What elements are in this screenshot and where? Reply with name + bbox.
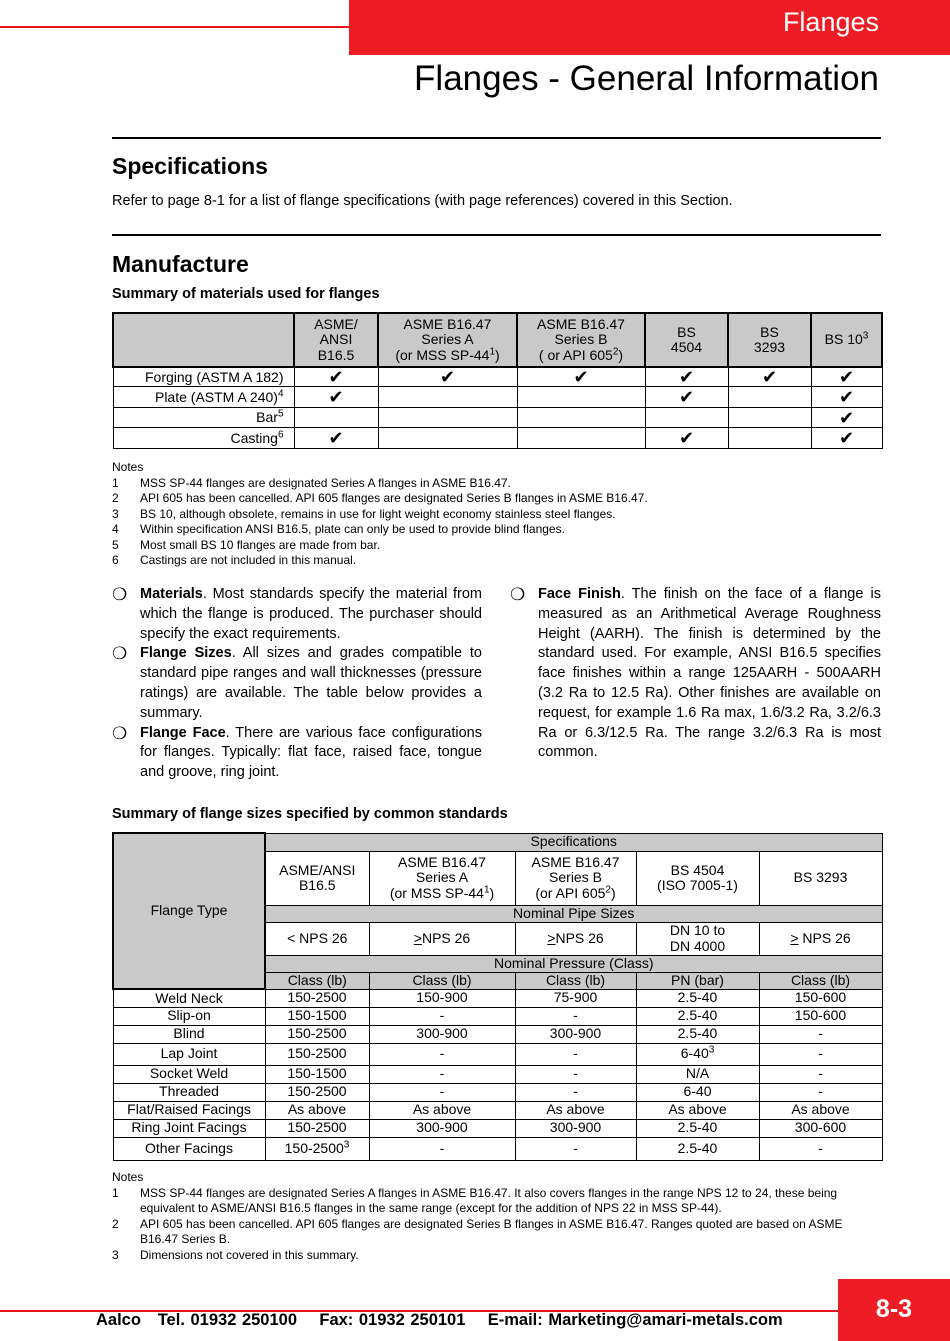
check-icon: ✔: [678, 367, 695, 387]
header-rule: [0, 26, 350, 28]
specifications-heading: Specifications: [112, 153, 268, 179]
table-row: Ring Joint Facings 150-2500 300-900 300-900 2.5-40 300-600: [113, 1119, 882, 1137]
spec-col-bs3293: BS 3293: [759, 851, 882, 905]
materials-row-bar: Bar$^5$ ✔: [113, 408, 882, 428]
materials-row-forging: Forging (ASTM A 182) ✔ ✔ ✔ ✔ ✔ ✔: [113, 367, 882, 387]
divider: [112, 137, 881, 139]
footer-contact: [96, 1311, 783, 1330]
note: 1 MSS SP-44 flanges are designated Series A flanges in ASME B16.47. It also covers flanges in the range NPS 12 to 24, these being equivalent to ASME/ANSI B16.5 flanges in the same range (except for the addition of NPS 22 in MSS SP-44).: [112, 1185, 838, 1215]
check-icon: ✔: [838, 407, 855, 428]
check-icon: ✔: [678, 428, 695, 449]
check-icon: ✔: [678, 387, 695, 408]
specifications-header: Specifications: [265, 833, 882, 851]
check-icon: ✔: [439, 367, 456, 387]
page-number: 8-3: [875, 1295, 913, 1323]
table-row: Threaded 150-2500 - - 6-40 -: [113, 1083, 882, 1101]
circle-bullet-icon: ❍: [112, 644, 128, 664]
spec-col-b16-47a: ASME B16.47 Series A (or MSS $SP-44^1$): [369, 851, 515, 905]
bullet-flange-face: ❍ Flange Face. There are various face configurations for flanges. Typically: flat face, raised face, tongue and groove, ring joint.: [112, 723, 482, 781]
materials-col-bs10: BS $10^3$: [811, 313, 882, 367]
table-row: Other Facings 150-2500$^3$ - - 2.5-40 -: [113, 1137, 882, 1160]
materials-col-bs4504: BS 4504: [645, 313, 728, 367]
spec-col-b16-47b: ASME B16.47 Series B (or API $605^2$): [515, 851, 636, 905]
materials-corner-cell: [113, 313, 294, 367]
table-row: Lap Joint 150-2500 - - $6-40^3$ -: [113, 1043, 882, 1065]
footer-tel: Tel. 01932 250100: [157, 1311, 298, 1329]
materials-col-bs3293: BS 3293: [728, 313, 811, 367]
page-number-tab: [838, 1279, 950, 1341]
nominal-pressure-header: Nominal Pressure (Class): [265, 955, 882, 972]
bullet-flange-sizes: ❍ Flange Sizes. All sizes and grades compatible to standard pipe ranges and wall thicknesses (pressure ratings) are available. The table below provides a summary.: [112, 644, 483, 721]
table-row: Slip-on 150-1500 - - 2.5-40 150-600: [113, 1007, 882, 1025]
circle-bullet-icon: ❍: [112, 723, 128, 743]
circle-bullet-icon: ❍: [510, 585, 526, 604]
section-label: Flanges: [782, 7, 879, 37]
specifications-text: Refer to page 8-1 for a list of flange specifications (with page references) covered in this Section.: [112, 193, 733, 209]
table-row: Socket Weld 150-1500 - - N/A -: [113, 1065, 882, 1083]
pipe-size-cell: >NPS 26: [515, 922, 636, 955]
pressure-unit-cell: PN (bar): [636, 972, 759, 989]
pipe-size-cell: DN 10 to DN 4000: [636, 922, 759, 955]
notes-title: Notes: [112, 460, 144, 474]
check-icon: ✔: [573, 367, 589, 387]
materials-col-asme-b16-5: ASME/ ANSI B16.5: [294, 313, 378, 367]
footer-company: Aalco: [96, 1311, 141, 1329]
table-row: Blind 150-2500 300-900 300-900 2.5-40 -: [113, 1025, 882, 1043]
materials-row-casting: Casting$^6$ ✔ ✔ ✔: [113, 428, 882, 449]
materials-row-plate: Plate (ASTM A 240)$^4$ ✔ ✔ ✔: [113, 387, 882, 408]
note: 2 API 605 has been cancelled. API 605 flanges are designated Series B flanges in ASME B16.47. Ranges quoted are based on ASME B16.47 Series B.: [112, 1216, 843, 1246]
check-icon: ✔: [761, 367, 778, 387]
flange-type-header: Flange Type: [113, 833, 265, 989]
right-bullet-column: [510, 585, 881, 763]
divider: [112, 234, 881, 236]
manufacture-heading: Manufacture: [112, 251, 249, 277]
circle-bullet-icon: ❍: [112, 585, 128, 604]
bullet-face-finish: ❍ Face Finish. The finish on the face of a flange is measured as an Arithmetical Average Roughness Height (AARH). The finish is determined by the standard used. For example, ANSI B16.5 specifies face finishes within a range 125AARH - 500AARH (3.2 Ra to 12.5 Ra). Other finishes are available on request, for example 1.6 Ra max, 1.6/3.2 Ra, 3.2/6.3 Ra or 6.3/12.5 Ra. The range 3.2/6.3 Ra is most common.: [510, 585, 881, 761]
pressure-unit-cell: Class (lb): [515, 972, 636, 989]
sizes-table-title: Summary of flange sizes specified by common standards: [112, 806, 508, 822]
footer-email: E-mail: Marketing@amari-metals.com: [487, 1311, 783, 1329]
note: 4 Within specification ANSI B16.5, plate can only be used to provide blind flanges.: [112, 522, 565, 536]
check-icon: ✔: [838, 387, 855, 408]
materials-table: [112, 312, 883, 449]
sizes-table: [112, 832, 883, 1161]
pressure-unit-cell: Class (lb): [369, 972, 515, 989]
spec-col-bs4504: BS 4504 (ISO 7005-1): [636, 851, 759, 905]
note: 1 MSS SP-44 flanges are designated Series A flanges in ASME B16.47.: [112, 475, 511, 490]
footer-fax: Fax: 01932 250101: [319, 1311, 466, 1329]
pressure-unit-cell: Class (lb): [759, 972, 882, 989]
left-bullet-column: [112, 585, 482, 783]
section-tab: [349, 0, 950, 55]
materials-notes: [112, 460, 882, 569]
page-title: Flanges - General Information: [414, 59, 879, 98]
materials-table-title: Summary of materials used for flanges: [112, 286, 380, 302]
pressure-unit-cell: Class (lb): [265, 972, 369, 989]
check-icon: ✔: [328, 387, 344, 408]
note: 2 API 605 has been cancelled. API 605 flanges are designated Series B flanges in ASME B16.47.: [112, 491, 648, 505]
notes-title: Notes: [112, 1170, 144, 1184]
spec-col-asme-ansi: ASME/ANSI B16.5: [265, 851, 369, 905]
note: 5 Most small BS 10 flanges are made from bar.: [112, 537, 381, 552]
note: 3 Dimensions not covered in this summary.: [112, 1247, 359, 1262]
check-icon: ✔: [838, 428, 855, 449]
materials-col-b16-47a: ASME B16.47 Series A (or MSS $SP-44^1$): [378, 313, 517, 367]
note: 3 BS 10, although obsolete, remains in use for light weight economy stainless steel flanges.: [112, 506, 616, 521]
pipe-size-cell: < NPS 26: [265, 922, 369, 955]
check-icon: ✔: [328, 428, 344, 449]
pipe-size-cell: >NPS 26: [369, 922, 515, 955]
note: 6 Castings are not included in this manual.: [112, 553, 357, 567]
check-icon: ✔: [328, 367, 344, 387]
sizes-notes: [112, 1170, 882, 1263]
table-row: Flat/Raised Facings As above As above As above As above As above: [113, 1101, 882, 1119]
table-row: Weld Neck 150-2500 150-900 75-900 2.5-40 150-600: [113, 989, 882, 1007]
bullet-materials: ❍ Materials. Most standards specify the material from which the flange is produced. The purchaser should specify the exact requirements.: [112, 585, 482, 642]
check-icon: ✔: [838, 367, 855, 387]
nominal-pipe-sizes-header: Nominal Pipe Sizes: [265, 905, 882, 922]
materials-col-b16-47b: ASME B16.47 Series B ( or API $605^2$): [517, 313, 645, 367]
pipe-size-cell: > NPS 26: [759, 922, 882, 955]
